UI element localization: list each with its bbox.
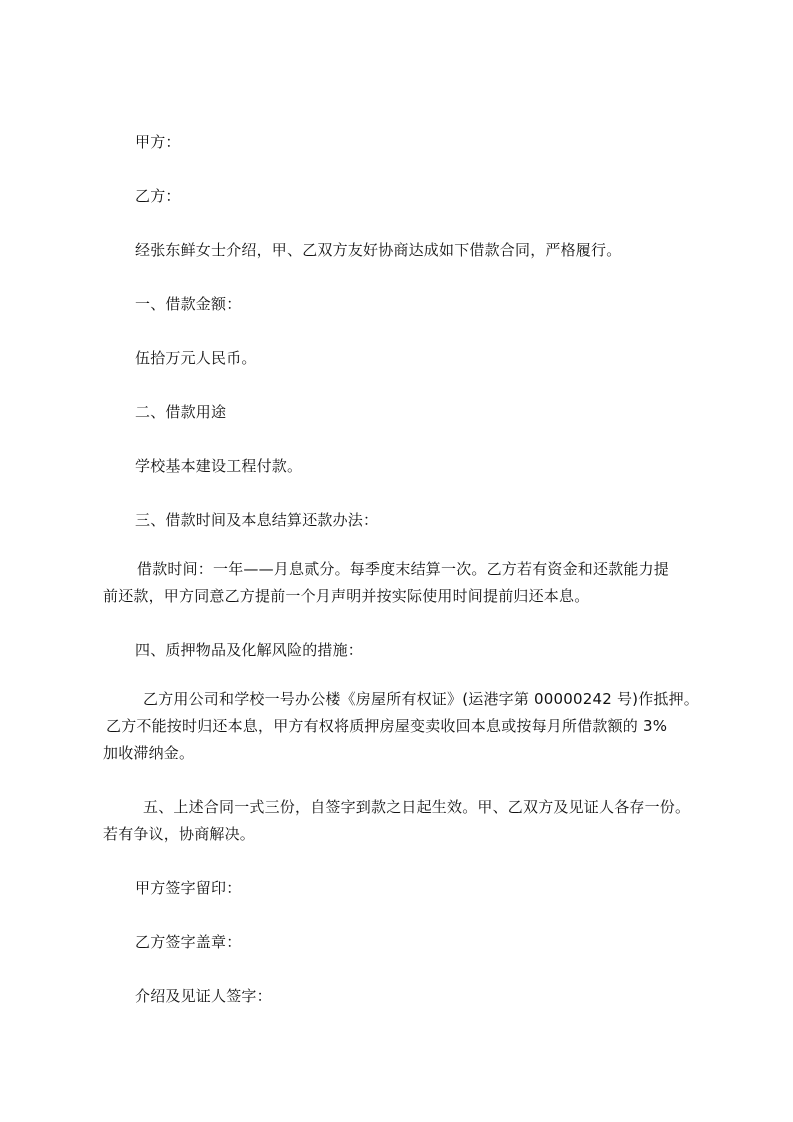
intro-paragraph: 经张东鲜女士介绍，甲、乙双方友好协商达成如下借款合同，严格履行。 [135,241,622,259]
section-1-body: 伍拾万元人民币。 [135,349,257,367]
section-2-title: 二、借款用途 [135,403,227,421]
section-5-line-2: 若有争议，协商解决。 [103,825,256,843]
signature-party-a: 甲方签字留印： [135,879,242,897]
section-4-title: 四、质押物品及化解风险的措施： [135,641,364,659]
section-4-line-3: 加收滞纳金。 [103,744,195,762]
party-b-label: 乙方： [135,187,181,205]
section-5-line-1: 五、上述合同一式三份，自签字到款之日起生效。甲、乙双方及见证人各存一份。 [143,798,691,816]
signature-party-b: 乙方签字盖章： [135,933,242,951]
signature-witness: 介绍及见证人签字： [135,987,272,1005]
section-1-title: 一、借款金额： [135,295,242,313]
section-4-line-2: 乙方不能按时归还本息，甲方有权将质押房屋变卖收回本息或按每月所借款额的 3% [106,717,668,735]
party-a-label: 甲方： [135,133,181,151]
section-3-line-1: 借款时间：一年——月息贰分。每季度末结算一次。乙方若有资金和还款能力提 [137,560,670,578]
section-2-body: 学校基本建设工程付款。 [135,457,303,475]
section-3-title: 三、借款时间及本息结算还款办法： [135,511,379,529]
section-3-line-2: 前还款，甲方同意乙方提前一个月声明并按实际使用时间提前归还本息。 [103,587,590,605]
section-4-line-1: 乙方用公司和学校一号办公楼《房屋所有权证》(运港字第 00000242 号)作抵押。 [143,690,699,708]
